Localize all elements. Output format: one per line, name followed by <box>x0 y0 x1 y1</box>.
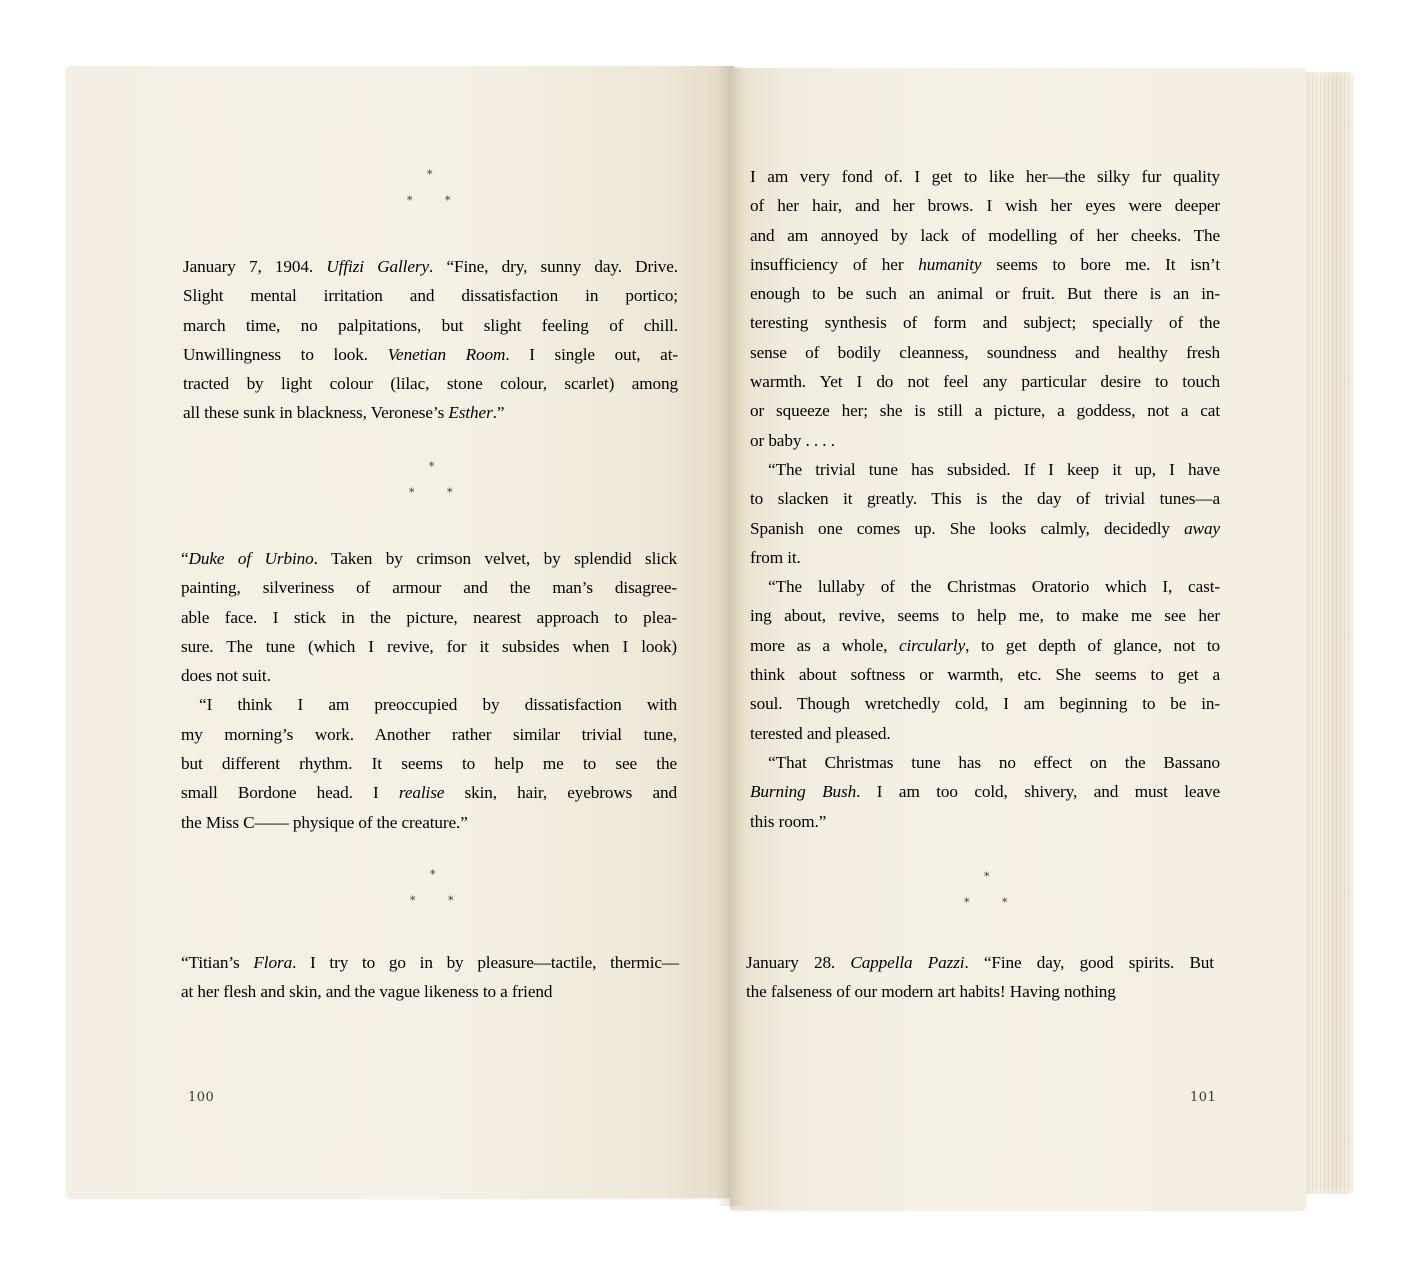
text-line <box>750 514 1220 543</box>
text-run: to slacken it greatly. This is the day of trivial tunes—a <box>750 489 1220 509</box>
text-line <box>181 720 677 749</box>
text-run: does not suit. <box>181 666 271 686</box>
italic-text: Cappella Pazzi <box>850 953 965 972</box>
text-line <box>750 162 1220 191</box>
italic-text: humanity <box>918 254 982 274</box>
text-run: I am very fond of. I get to like her—the silky fur quality <box>750 167 1220 186</box>
text-run: “The trivial tune has subsided. If I keep it up, I have <box>768 459 1220 479</box>
italic-text: Duke of Urbino <box>188 549 314 568</box>
text-line <box>750 748 1220 777</box>
asterism-star: * <box>409 486 415 499</box>
italic-text: Uffizi Gallery <box>326 257 430 276</box>
italic-text: Flora <box>253 953 293 972</box>
asterism-left-3 <box>405 868 465 908</box>
text-run: my morning’s work. Another rather similar trivial tune, <box>181 724 677 744</box>
text-run: warmth. Yet I do not feel any particular desire to touch <box>750 372 1220 392</box>
text-run: . I single out, at- <box>505 344 678 364</box>
text-line <box>750 689 1220 718</box>
asterism-star: * <box>448 894 454 907</box>
text-run: “ <box>181 549 189 568</box>
text-run: or squeeze her; she is still a picture, a goddess, not a cat <box>750 401 1220 421</box>
text-line <box>183 340 678 369</box>
italic-text: Venetian Room <box>387 344 506 364</box>
text-run: this room.” <box>750 811 827 831</box>
text-line <box>750 426 1220 455</box>
text-line <box>181 544 677 573</box>
text-run: ing about, revive, seems to help me, to make me see her <box>750 606 1220 626</box>
text-line <box>750 396 1220 425</box>
text-line <box>750 191 1220 220</box>
text-run: sense of bodily cleanness, soundness and healthy fresh <box>750 342 1220 362</box>
asterism-star: * <box>430 868 436 881</box>
asterism-star: * <box>1002 896 1008 909</box>
text-run: January 7, 1904. <box>183 257 327 276</box>
italic-text: away <box>1184 518 1220 538</box>
text-line <box>181 690 677 719</box>
text-line <box>750 807 1220 836</box>
text-run: soul. Though wretchedly cold, I am beginning to be in- <box>750 694 1220 714</box>
text-run: painting, silveriness of armour and the man’s disagree- <box>181 578 677 598</box>
text-line <box>750 367 1220 396</box>
asterism-star: * <box>427 168 433 181</box>
text-run: and am annoyed by lack of modelling of her cheeks. The <box>750 225 1220 245</box>
text-run: “Titian’s <box>181 953 254 972</box>
asterism-star: * <box>410 894 416 907</box>
text-run: enough to be such an animal or fruit. But there is an in- <box>750 284 1220 304</box>
page-edge-lines <box>1300 76 1350 1190</box>
text-run: the falseness of our modern art habits! Having nothing <box>746 982 1116 1002</box>
text-run: all these sunk in blackness, Veronese’s <box>183 403 449 423</box>
asterism-left-1 <box>402 168 462 208</box>
text-line <box>181 948 679 977</box>
text-line <box>750 250 1220 279</box>
text-run: . I am too cold, shivery, and must leave <box>856 782 1220 802</box>
text-run: more as a whole, <box>750 635 899 655</box>
italic-text: circularly <box>898 635 966 655</box>
text-line <box>750 484 1220 513</box>
text-run: but different rhythm. It seems to help me to see the <box>181 754 677 774</box>
text-run: at her flesh and skin, and the vague likeness to a friend <box>181 982 553 1002</box>
text-run: sure. The tune (which I revive, for it subsides when I look) <box>181 636 677 656</box>
asterism-right-1 <box>959 870 1019 910</box>
left-entry-1 <box>183 252 678 428</box>
italic-text: Burning Bush <box>750 782 857 802</box>
text-run: skin, hair, eyebrows and <box>444 783 677 803</box>
asterism-star: * <box>964 896 970 909</box>
text-line <box>750 777 1220 806</box>
text-line <box>750 601 1220 630</box>
text-run: seems to bore me. It isn’t <box>981 254 1220 274</box>
text-line <box>181 661 677 690</box>
text-line <box>183 311 678 340</box>
text-run: Slight mental irritation and dissatisfaction in portico; <box>183 286 678 306</box>
text-line <box>750 543 1220 572</box>
text-run: think about softness or warmth, etc. She seems to get a <box>750 665 1220 685</box>
text-run: Spanish one comes up. She looks calmly, decidedly <box>750 518 1185 538</box>
text-line <box>181 749 677 778</box>
text-line <box>750 572 1220 601</box>
asterism-star: * <box>445 194 451 207</box>
text-line <box>750 279 1220 308</box>
text-run: . “Fine day, good spirits. But <box>964 953 1214 972</box>
text-line <box>181 778 677 807</box>
text-run: tracted by light colour (lilac, stone colour, scarlet) among <box>183 374 678 394</box>
text-run: from it. <box>750 547 801 567</box>
right-entry-2 <box>746 948 1214 1007</box>
text-run: January 28. <box>746 953 851 972</box>
page-number-left: 100 <box>188 1090 215 1105</box>
text-run: march time, no palpitations, but slight feeling of chill. <box>183 315 678 335</box>
asterism-star: * <box>447 486 453 499</box>
italic-text: Esther <box>448 403 493 423</box>
text-line <box>750 308 1220 337</box>
text-line <box>750 631 1220 660</box>
text-line <box>181 808 677 837</box>
text-run: teresting synthesis of form and subject; specially of the <box>750 313 1220 333</box>
text-run: of her hair, and her brows. I wish her eyes were deeper <box>750 196 1220 216</box>
text-run: , to get depth of glance, not to <box>965 635 1220 655</box>
page-number-right: 101 <box>1190 1090 1217 1105</box>
text-run: the Miss C—— physique of the creature.” <box>181 812 468 832</box>
text-run: insufficiency of her <box>750 254 919 274</box>
text-line <box>750 660 1220 689</box>
text-run: “That Christmas tune has no effect on the Bassano <box>768 752 1220 772</box>
text-line <box>181 603 677 632</box>
italic-text: realise <box>398 783 445 803</box>
asterism-star: * <box>407 194 413 207</box>
left-entry-2 <box>181 544 677 837</box>
text-run: Unwillingness to look. <box>183 344 388 364</box>
asterism-star: * <box>429 460 435 473</box>
text-line <box>183 252 678 281</box>
text-line <box>181 977 679 1006</box>
text-line <box>181 632 677 661</box>
text-run: terested and pleased. <box>750 723 891 743</box>
text-run: . Taken by crimson velvet, by splendid slick <box>313 549 678 568</box>
text-line <box>746 977 1214 1006</box>
text-line <box>750 455 1220 484</box>
text-run: able face. I stick in the picture, nearest approach to plea- <box>181 607 677 627</box>
text-line <box>750 719 1220 748</box>
asterism-left-2 <box>404 460 464 500</box>
text-line <box>746 948 1214 977</box>
asterism-star: * <box>984 870 990 883</box>
text-line <box>183 369 678 398</box>
text-run: “The lullaby of the Christmas Oratorio which I, cast- <box>768 577 1220 597</box>
text-line <box>750 221 1220 250</box>
left-entry-3 <box>181 948 679 1007</box>
text-line <box>183 398 678 427</box>
text-run: “I think I am preoccupied by dissatisfaction with <box>199 695 677 715</box>
text-run: or baby . . . . <box>750 430 835 450</box>
text-line <box>750 338 1220 367</box>
right-entry-1 <box>750 162 1220 836</box>
text-line <box>183 281 678 310</box>
text-run: . “Fine, dry, sunny day. Drive. <box>429 257 678 276</box>
text-run: . I try to go in by pleasure—tactile, thermic— <box>292 953 679 972</box>
text-run: .” <box>492 403 505 423</box>
text-line <box>181 573 677 602</box>
text-run: small Bordone head. I <box>181 783 399 803</box>
